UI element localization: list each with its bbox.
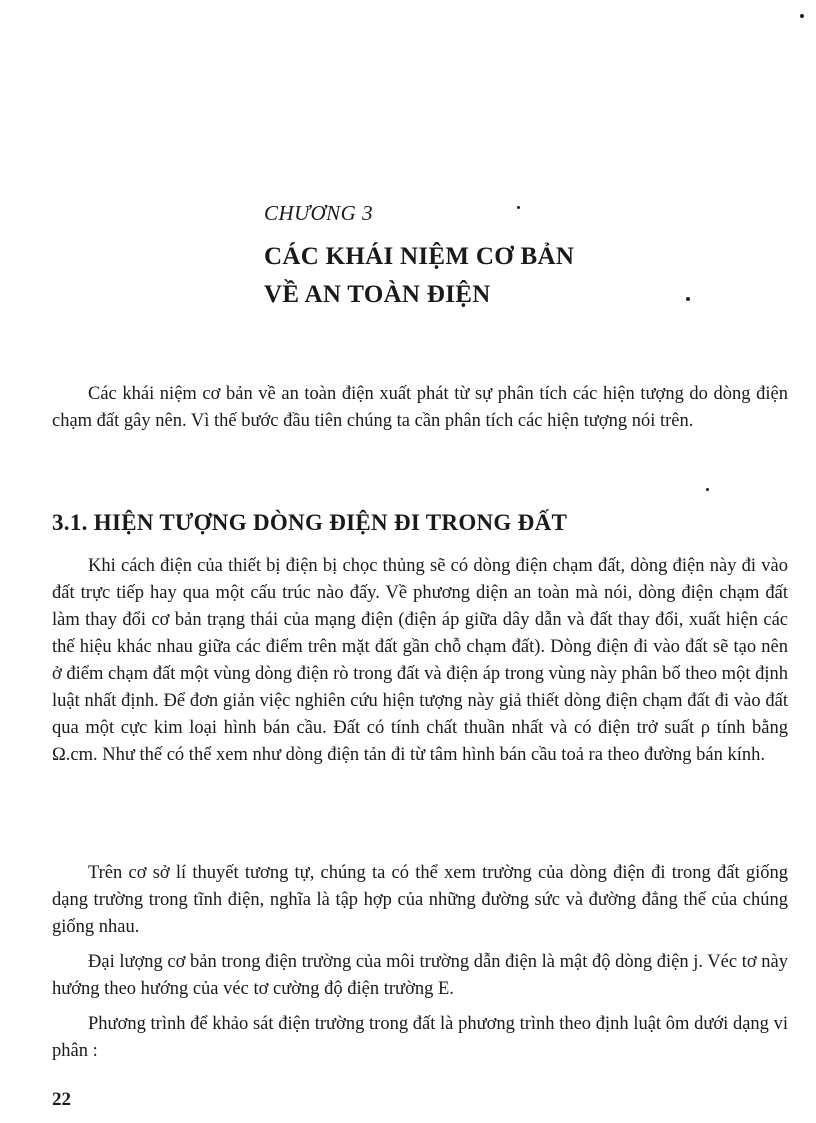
chapter-title (264, 238, 574, 314)
chapter-label: CHƯƠNG 3 (264, 201, 374, 225)
body-paragraph: Khi cách điện của thiết bị điện bị chọc thủng sẽ có dòng điện chạm đất, dòng điện này đi vào đất trực tiếp hay qua một cấu trúc nào đấy. Về phương diện an toàn mà nói, dòng điện chạm đất làm thay đổi cơ bản trạng thái của mạng điện (điện áp giữa dây dẫn và đất thay đổi, xuất hiện các thế hiệu khác nhau giữa các điểm trên mặt đất gần chỗ chạm đất). Dòng điện đi vào đất sẽ tạo nên ở điểm chạm đất một vùng dòng điện rò trong đất và điện áp trong vùng này phân bố theo một định luật nhất định. Để đơn giản việc nghiên cứu hiện tượng này giả thiết dòng điện chạm đất đi vào đất qua một cực kim loại hình bán cầu. Đất có tính chất thuần nhất và có điện trở suất ρ tính bằng Ω.cm. Như thế có thể xem như dòng điện tản đi từ tâm hình bán cầu toả ra theo đường bán kính. (52, 556, 788, 765)
chapter-title-line-2: VỀ AN TOÀN ĐIỆN (264, 281, 491, 308)
intro-paragraph: Các khái niệm cơ bản về an toàn điện xuất phát từ sự phân tích các hiện tượng do dòng điện chạm đất gây nên. Vì thế bước đầu tiên chúng ta cần phân tích các hiện tượng nói trên. (52, 384, 788, 431)
scan-speck (686, 297, 690, 301)
scan-speck (517, 206, 520, 209)
page-number: 22 (52, 1089, 71, 1110)
chapter-title-line-1: CÁC KHÁI NIỆM CƠ BẢN (264, 243, 575, 270)
scan-speck (706, 488, 709, 491)
body-paragraph: Trên cơ sở lí thuyết tương tự, chúng ta có thể xem trường của dòng điện đi trong đất giống dạng trường trong tĩnh điện, nghĩa là tập hợp của những đường sức và đường đẳng thế của chúng giống nhau. (52, 863, 788, 937)
section-heading: 3.1. HIỆN TƯỢNG DÒNG ĐIỆN ĐI TRONG ĐẤT (52, 510, 568, 535)
body-paragraph: Đại lượng cơ bản trong điện trường của môi trường dẫn điện là mật độ dòng điện j. Véc tơ này hướng theo hướng của véc tơ cường độ điện trường E. (52, 952, 788, 999)
scan-speck (800, 14, 804, 18)
body-paragraph: Phương trình để khảo sát điện trường trong đất là phương trình theo định luật ôm dưới dạng vi phân : (52, 1014, 788, 1061)
